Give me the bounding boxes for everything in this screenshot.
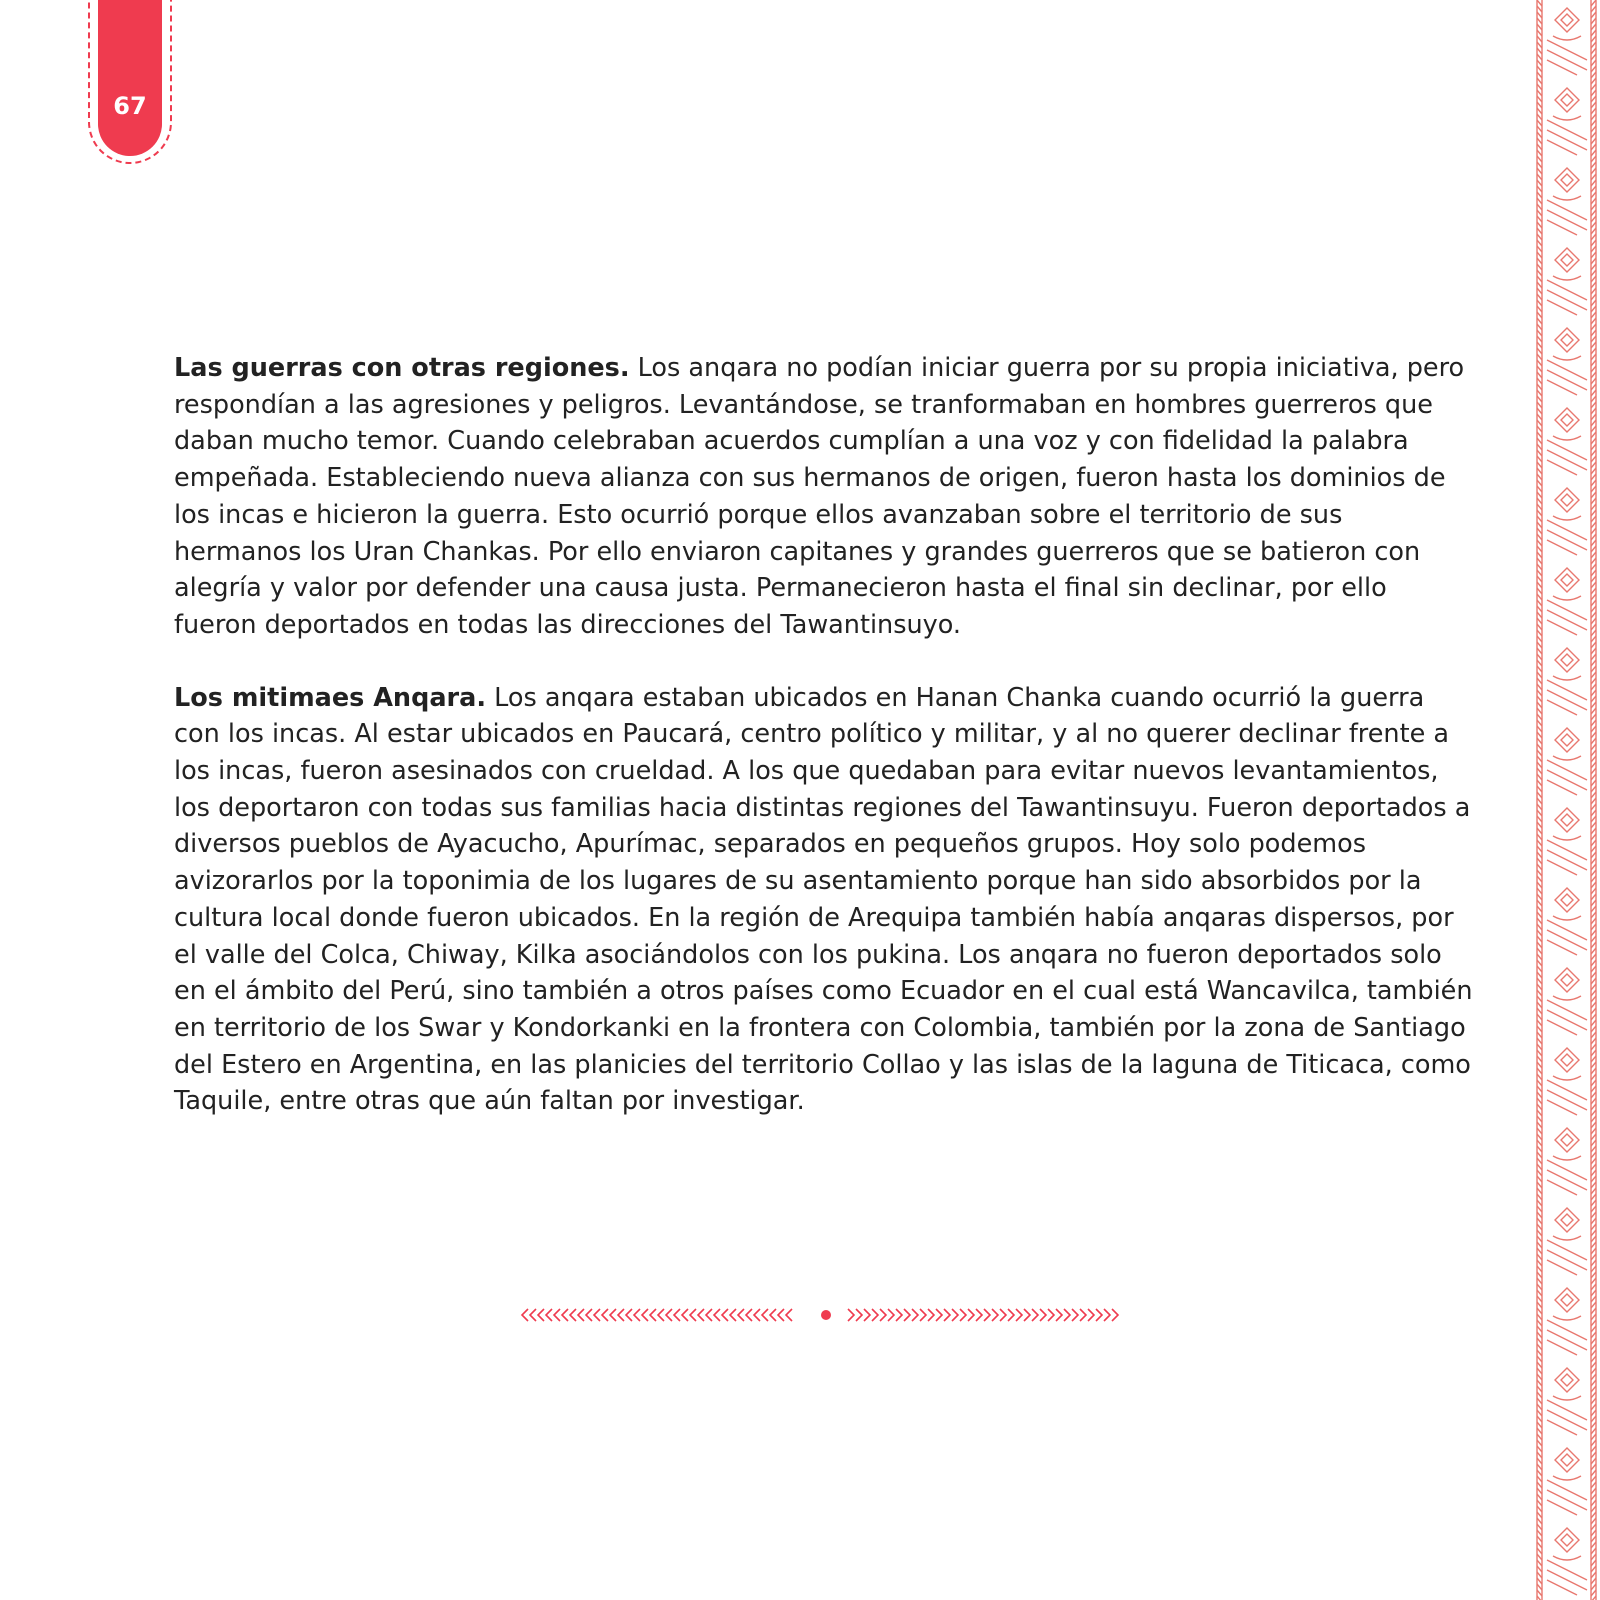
chevron-divider-icon [518,1305,1130,1325]
paragraph-text: Los anqara no podían iniciar guerra por su propia iniciativa, pero respondían a las agresiones y peligros. Levantándose, se tranformaban en hombres guerreros que daban mucho temor. Cuando celebraban acuerdos cumplían a una voz y con fidelidad la palabra empeñada. Estableciendo nueva alianza con sus hermanos de origen, fueron hasta los dominios de los incas e hicieron la guerra. Esto ocurrió porque ellos avanzaban sobre el territorio de sus hermanos los Uran Chankas. Por ello enviaron capitanes y grandes guerreros que se batieron con alegría y valor por defender una causa justa. Permanecieron hasta el final sin declinar, por ello fueron deportados en todas las direcciones del Tawantinsuyo. [174,353,1465,640]
page-number: 67 [113,92,147,120]
page-tab [98,0,162,156]
main-content [174,350,1474,1156]
paragraph-lead: Los mitimaes Anqara. [174,682,487,713]
paragraph-wars [174,350,1474,644]
paragraph-text: Los anqara estaban ubicados en Hanan Chanka cuando ocurrió la guerra con los incas. Al estar ubicados en Paucará, centro político y militar, y al no querer declinar frente a los incas, fueron asesinados con crueldad. A los que quedaban para evitar nuevos levantamientos, los deportaron con todas sus familias hacia distintas regiones del Tawantinsuyu. Fueron deportados a diversos pueblos de Ayacucho, Apurímac, separados en pequeños grupos. Hoy solo podemos avizorarlos por la toponimia de los lugares de su asentamiento porque han sido absorbidos por la cultura local donde fueron ubicados. En la región de Arequipa también había anqaras dispersos, por el valle del Colca, Chiway, Kilka asociándolos con los pukina. Los anqara no fueron deportados solo en el ámbito del Perú, sino también a otros países como Ecuador en el cual está Wancavilca, también en territorio de los Swar y Kondorkanki en la frontera con Colombia, también por la zona de Santiago del Estero en Argentina, en las planicies del territorio Collao y las islas de la laguna de Titicaca, como Taquile, entre otras que aún faltan por investigar. [174,682,1473,1117]
paragraph-mitimaes [174,680,1474,1120]
andean-textile-border [1533,0,1600,1600]
paragraph-lead: Las guerras con otras regiones. [174,353,630,383]
